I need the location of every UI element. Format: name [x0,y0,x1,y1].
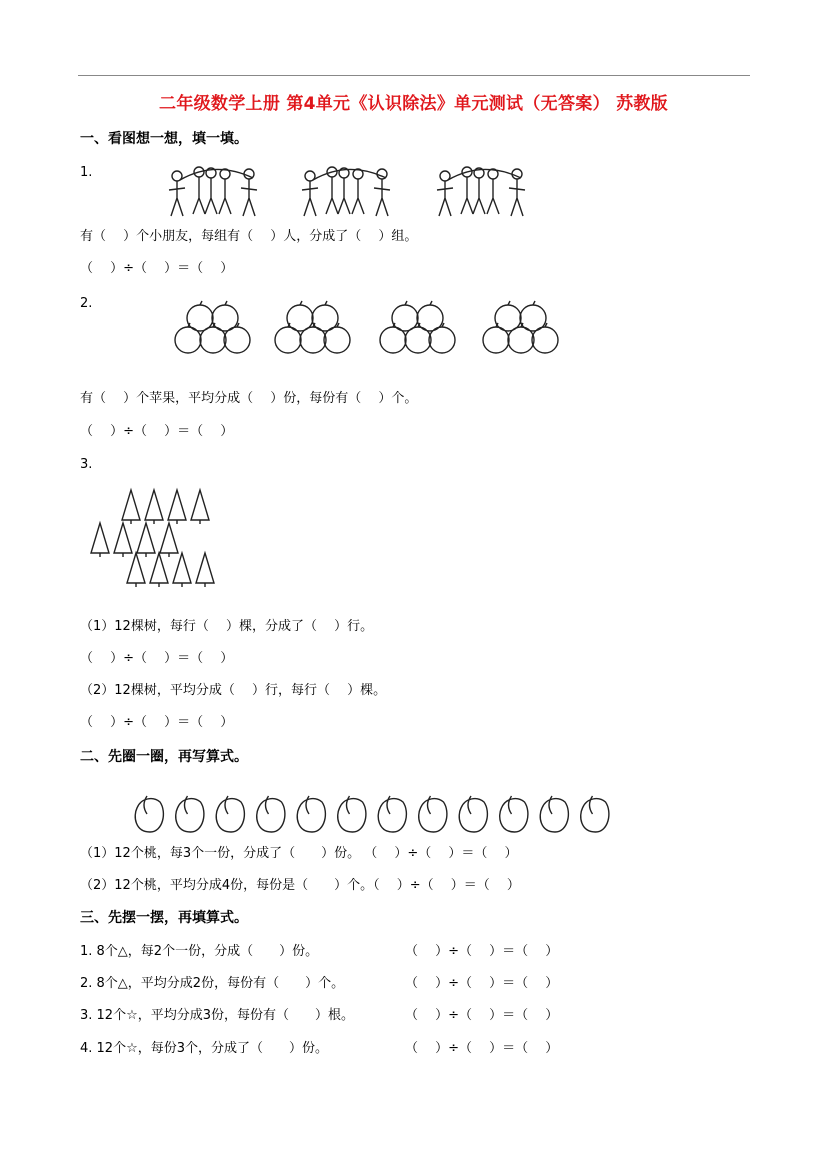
peach-6 [338,796,366,832]
q1-formula: （ ）÷（ ）＝（ ） [80,261,234,276]
q3-formula1: （ ）÷（ ）＝（ ） [80,651,234,666]
q3-formula2: （ ）÷（ ）＝（ ） [80,715,234,730]
peach-8 [419,796,447,832]
page-title: 二年级数学上册 第4单元《认识除法》单元测试（无答案） 苏教版 [159,94,668,114]
s3-item-1-text: 1. 8个△，每2个一份，分成（ ）份。 [80,944,319,959]
section1-heading: 一、看图想一想，填一填。 [80,131,248,147]
s3-item-3-text: 3. 12个☆，平均分成3份，每份有（ ）根。 [80,1008,355,1023]
s3-item-2-text: 2. 8个△，平均分成2份，每份有（ ）个。 [80,976,345,991]
tree-row-1 [122,490,209,524]
peach-7 [378,796,406,832]
section2-heading: 二、先圈一圈，再写算式。 [80,749,248,765]
peach-11 [540,796,568,832]
q2-text: 有（ ）个苹果，平均分成（ ）份，每份有（ ）个。 [80,391,418,406]
s3-item-1-formula: （ ）÷（ ）＝（ ） [405,944,559,959]
peach-5 [297,796,325,832]
q1-text: 有（ ）个小朋友，每组有（ ）人，分成了（ ）组。 [80,229,418,244]
tree-row-3 [127,553,214,587]
header-rule [78,75,750,76]
trees-illustration [0,488,827,588]
peach-4 [257,796,285,832]
q2-formula: （ ）÷（ ）＝（ ） [80,424,234,439]
children-group-3 [437,167,525,216]
q3-line1: （1）12棵树，每行（ ）棵，分成了（ ）行。 [80,619,374,634]
q3-line2: （2）12棵树，平均分成（ ）行，每行（ ）棵。 [80,683,387,698]
tree-row-2 [91,523,178,557]
q2-number: 2. [80,296,93,311]
apple-group-4 [483,301,558,353]
children-illustration [0,160,827,220]
peach-12 [581,796,609,832]
peach-1 [135,796,163,832]
children-group-2 [302,167,390,216]
s3-item-3-formula: （ ）÷（ ）＝（ ） [405,1008,559,1023]
q3-number: 3. [80,457,93,472]
s2-line2: （2）12个桃，平均分成4份，每份是（ ）个。（ ）÷（ ）＝（ ） [80,878,520,893]
apple-group-1 [175,301,250,353]
peach-2 [176,796,204,832]
peaches-illustration [0,794,827,838]
peach-10 [500,796,528,832]
apples-illustration [0,300,827,360]
children-group-1 [169,167,257,216]
q1-number: 1. [80,165,93,180]
section3-heading: 三、先摆一摆，再填算式。 [80,910,248,926]
apple-group-3 [380,301,455,353]
peach-9 [459,796,487,832]
s3-item-4-formula: （ ）÷（ ）＝（ ） [405,1041,559,1056]
s3-item-4-text: 4. 12个☆，每份3个，分成了（ ）份。 [80,1041,329,1056]
s2-line1: （1）12个桃，每3个一份，分成了（ ）份。 （ ）÷（ ）＝（ ） [80,846,518,861]
s3-item-2-formula: （ ）÷（ ）＝（ ） [405,976,559,991]
peach-3 [216,796,244,832]
apple-group-2 [275,301,350,353]
